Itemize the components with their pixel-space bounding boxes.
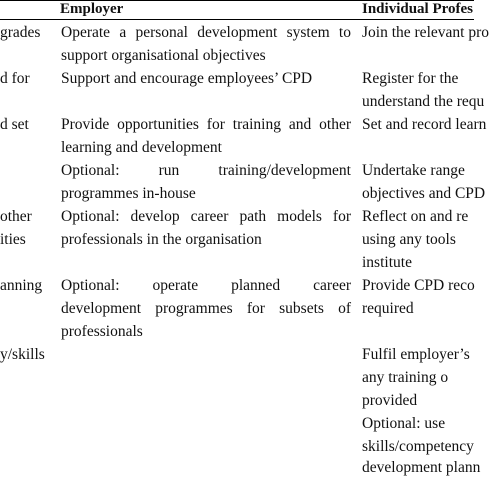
left-fragment: y/skills	[0, 346, 45, 363]
employer-row-4-line-2: programmes in-house	[61, 185, 196, 202]
individual-line: Provide CPD reco	[362, 277, 475, 294]
employer-row-1-line-2: support organisational objectives	[61, 47, 266, 64]
individual-line: required	[362, 300, 414, 317]
individual-line: development plann	[362, 459, 481, 476]
individual-line: Set and record learn	[362, 116, 487, 133]
employer-row-5-line-1: Optional: develop career path models for	[61, 208, 351, 225]
left-fragment: ities	[0, 231, 26, 248]
individual-line: Join the relevant pro	[362, 24, 489, 41]
employer-row-3-line-2: learning and development	[61, 139, 222, 156]
left-fragment: d for	[0, 70, 30, 87]
individual-line: Register for the	[362, 70, 459, 87]
individual-line: skills/competency	[362, 438, 474, 455]
individual-line: Reflect on and re	[362, 208, 469, 225]
employer-row-5-line-2: professionals in the organisation	[61, 231, 262, 248]
employer-row-3-line-1: Provide opportunities for training and other	[61, 116, 351, 133]
individual-line: any training o	[362, 369, 449, 386]
individual-line: Fulfil employer’s	[362, 346, 470, 363]
left-fragment: d set	[0, 116, 29, 133]
header-individual: Individual Profes	[362, 1, 473, 17]
header-employer: Employer	[60, 1, 124, 17]
individual-line: understand the requ	[362, 93, 485, 110]
individual-line: Undertake range	[362, 162, 465, 179]
individual-line: using any tools	[362, 231, 456, 248]
employer-row-6-line-3: professionals	[61, 323, 143, 340]
individual-line: institute	[362, 254, 412, 271]
employer-row-6-line-2: development programmes for subsets of	[61, 300, 351, 317]
left-fragment: other	[0, 208, 32, 225]
employer-row-1-line-1: Operate a personal development system to	[61, 24, 351, 41]
individual-line: objectives and CPD	[362, 185, 486, 202]
employer-row-2-line-1: Support and encourage employees’ CPD	[61, 70, 313, 87]
employer-row-4-line-1: Optional: run training/development	[61, 162, 351, 179]
left-fragment: anning	[0, 277, 43, 294]
employer-row-6-line-1: Optional: operate planned career	[61, 277, 351, 294]
header-rule	[0, 19, 474, 20]
individual-line: provided	[362, 392, 418, 409]
left-fragment: grades	[0, 24, 41, 41]
individual-line: Optional: use	[362, 415, 446, 432]
